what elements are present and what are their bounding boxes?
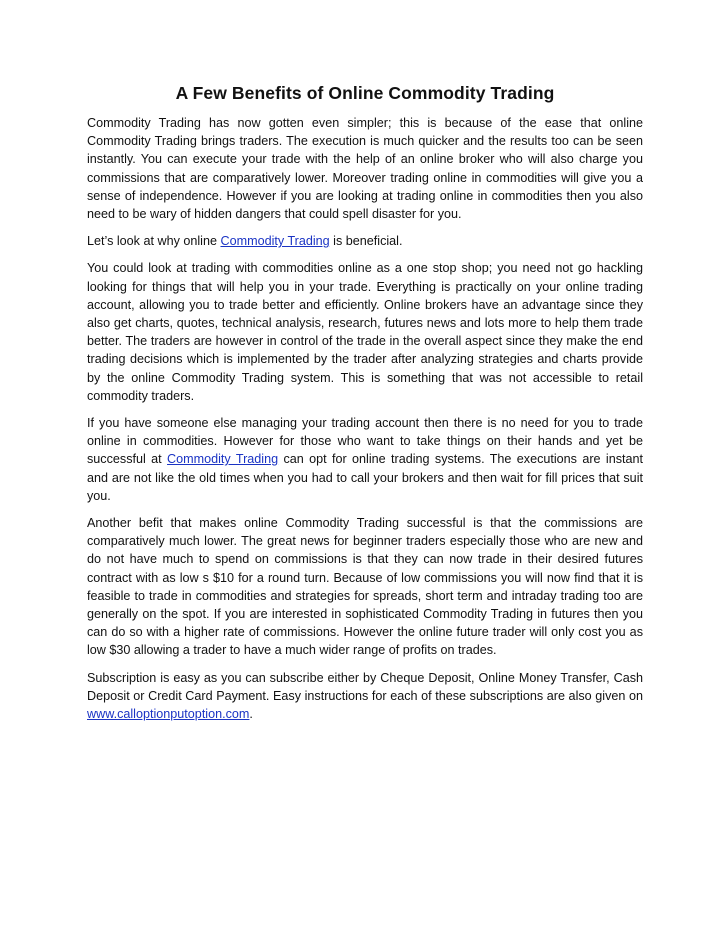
paragraph-text: is beneficial. <box>329 234 403 249</box>
paragraph-text: Subscription is easy as you can subscribe either by Cheque Deposit, Online Money Transfer, Cash Deposit or Credit Card Payment. Easy instructions for each of these subscriptions are also given on <box>87 670 643 703</box>
paragraph-text: . <box>249 707 253 722</box>
website-link[interactable]: www.calloptionputoption.com <box>87 707 250 722</box>
paragraph-intro: Commodity Trading has now gotten even simpler; this is because of the ease that online Commodity Trading brings traders. The execution is much quicker and the results too can be seen instantly. You can execute your trade with the help of an online broker who will also charge you commissions that are comparatively lower. Moreover trading online in commodities will give you a sense of independence. However if you are looking at trading online in commodities then you also need to be wary of hidden dangers that could spell disaster for you. <box>87 116 643 222</box>
paragraph-commissions: Another befit that makes online Commodity Trading successful is that the commissions are comparatively much lower. The great news for beginner traders especially those who are new and do not have much to spend on commissions is that they can now trade in their desired futures contract with as low s $10 for a round turn. Because of low commissions you will now find that it is feasible to trade in commodities and strategies for spreads, short term and intraday trading too are generally on the spot. If you are interested in sophisticated Commodity Trading in futures then you can do so with a higher rate of commissions. However the online future trader will only cost you as low $30 allowing a trader to have a much wider range of profits on trades. <box>87 516 643 658</box>
paragraph-text: can opt for online trading systems. The executions are instant and are not like the old times when you had to call your brokers and then wait for fill prices that suit you. <box>87 452 644 503</box>
paragraph-text: Let’s look at why online <box>87 234 221 249</box>
paragraph-subscription <box>87 669 643 724</box>
document-title: A Few Benefits of Online Commodity Trading <box>175 83 555 103</box>
commodity-trading-link[interactable]: Commodity Trading <box>220 234 330 249</box>
paragraph-managing-account <box>87 414 643 505</box>
paragraph-text: If you have someone else managing your trading account then there is no need for you to trade online in commodities. However for those who want to take things on their hands and yet be successful at <box>87 416 643 467</box>
paragraph-why-online <box>87 232 643 250</box>
document-page <box>87 82 643 732</box>
commodity-trading-link-2[interactable]: Commodity Trading <box>167 452 279 467</box>
paragraph-one-stop-shop: You could look at trading with commodities online as a one stop shop; you need not go hackling looking for things that will help you in your trade. Everything is practically on your online trading account, allowing you to trade better and efficiently. Online brokers have an advantage since they also get charts, quotes, technical analysis, research, futures news and lots more to help them trade better. The traders are however in control of the trade in the overall aspect since they make the end trading decisions which is implemented by the trader after analyzing strategies and charts provide by the online Commodity Trading system. This is something that was not accessible to retail commodity traders. <box>87 261 643 403</box>
